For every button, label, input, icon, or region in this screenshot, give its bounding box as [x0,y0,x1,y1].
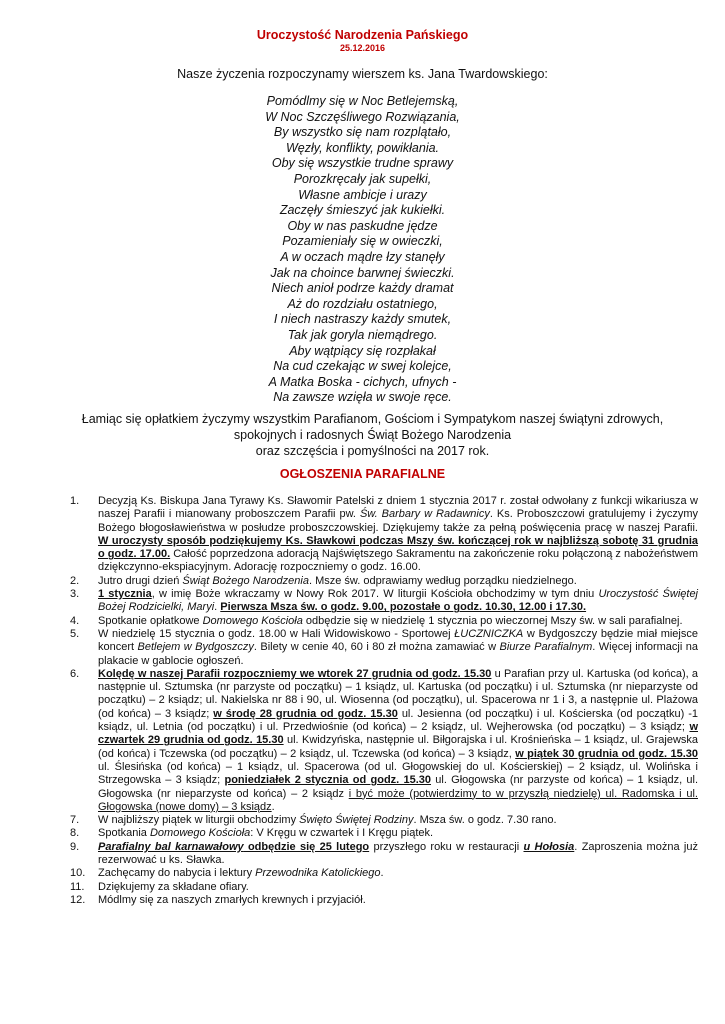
announcement-number: 5. [70,627,80,640]
wishes-paragraph [60,411,685,459]
announcement-text: w piątek 30 grudnia od godz. 15.30 [515,747,698,760]
announcement-text: Decyzją Ks. Biskupa Jana Tyrawy Ks. Sławomir Patelski z dniem 1 stycznia 2017 r. został odwołany z funkcji wikariusza w naszej Parafii i mianowany proboszczem Parafii pw. [98,495,698,521]
announcement-text: Spotkania [98,827,150,840]
poem-line: Aby wątpiący się rozpłakał [289,343,436,358]
announcement-text: . [214,601,221,614]
announcement-text: ul. Jesienna (od początku) i ul. Kościerska (od początku) -1 ksiądz, ul. Letnia (od początku) i ul. Przedwiośnie (od końca) – 2 ksiądz, ul. Wejherowska (od początku) – 3 ksiądz; [98,707,699,734]
announcement-text: Betlejem w Bydgoszczy [137,641,254,654]
announcement-text: w Bydgoszczy będzie miał miejsce koncert [98,627,698,654]
announcement-text: u Parafian przy ul. Kartuska (od końca), a następnie ul. Sztumska (nr parzyste od początku) – 1 ksiądz, ul. Kartuska (od początku) i ul. Sztumska (nr nieparzyste od początku) – 2 ksiądz; ul. Nakielska nr 88 i 90, ul. Wiosenna (od początku), ul. Spacerowa nr 1 i 3, a następnie ul. Plażowa (od końca) – 3 ksiądz; [98,667,699,720]
announcement-text: Zachęcamy do nabycia i lektury [98,867,256,880]
announcement-text: przyszłego roku w restauracji [369,840,524,853]
announcement-text: odbędzie się w niedzielę 1 stycznia po wieczornej Mszy św. w sali parafialnej. [302,614,683,627]
announcement-text: Parafialny bal karnawałowy [98,840,244,853]
announcement-item [0,867,725,880]
announcement-text: . [271,800,275,813]
announcement-number: 10. [70,867,86,880]
announcement-text: Spotkanie opłatkowe [98,614,203,627]
announcement-text: Módlmy się za naszych zmarłych krewnych i przyjaciół. [98,893,366,906]
poem-line: Jak na choince barwnej świeczki. [270,265,455,280]
announcement-text: : V Kręgu w czwartek i I Kręgu piątek. [250,827,434,840]
announcement-text: ŁUCZNICZKA [454,627,524,640]
poem-line: Na zawsze wzięła w swoje ręce. [273,390,452,405]
announcement-text: Kolędę w naszej Parafii rozpoczniemy we wtorek 27 grudnia od godz. 15.30 [98,667,492,680]
announcement-text: w czwartek 29 grudnia od godz. 15.30 [98,721,698,747]
poem-line: Porozkręcały jak supełki, [293,171,432,186]
announcement-item [0,575,725,588]
poem-line: By wszystko się nam rozplątało, [273,125,452,140]
wishes-line: oraz szczęścia i pomyślności na 2017 rok. [255,444,490,458]
announcement-number: 6. [70,667,80,680]
announcement-number: 12. [70,893,86,906]
announcement-text: Dziękujemy za składane ofiary. [98,880,249,893]
announcement-text: . Bilety w cenie 40, 60 i 80 zł można zamawiać w [253,641,500,654]
announcement-number: 4. [70,614,80,627]
announcement-item [0,588,725,615]
announcement-item [0,894,725,907]
announcement-text: ul. Głogowska (nr parzyste od końca) – 1 ksiądz, ul. Głogowska (nr nieparzyste od końca) – 2 ksiądz [98,774,698,800]
announcement-text: Biurze Parafialnym [499,641,593,654]
poem-line: A w oczach mądre łzy stanęły [280,249,445,264]
announcement-text: W uroczysty sposób podziękujemy Ks. Sławkowi podczas Mszy św. kończącej rok w najbliższą sobotę 31 grudnia o godz. 17.00. [98,534,698,561]
wishes-line: spokojnych i radosnych Świąt Bożego Narodzenia [233,428,512,442]
announcement-number: 2. [70,574,80,587]
announcement-text: Święto Świętej Rodziny [299,814,414,827]
announcement-text: W niedzielę 15 stycznia o godz. 18.00 w Hali Widowiskowo - Sportowej [98,627,455,640]
intro-text: Nasze życzenia rozpoczynamy wierszem ks. Jana Twardowskiego: [177,67,548,81]
announcement-item [0,495,725,575]
announcement-text: . Ks. Proboszczowi gratulujemy i życzymy Bożego błogosławieństwa w posłudze proboszczowskiej. Dziękujemy także za pełną poświęcenia pracę w naszej Parafii. [98,508,698,534]
poem-line: Na cud czekając w swej kolejce, [273,359,452,374]
poem [0,94,725,406]
poem-line: Aż do rozdziału ostatniego, [287,296,438,311]
announcement-item [0,668,725,814]
announcement-text: Jutro drugi dzień [98,574,183,587]
announcement-text: i być może (potwierdzimy to w przyszłą niedzielę) ul. Radomska i ul. Głogowska (nowe domy) – 3 ksiądz [98,787,698,813]
announcements-list [0,495,725,907]
announcement-text: w środę 28 grudnia od godz. 15.30 [213,707,398,720]
announcement-text: odbędzie się 25 lutego [243,840,370,853]
announcement-text: poniedziałek 2 stycznia od godz. 15.30 [224,774,432,787]
poem-line: Tak jak goryla niemądrego. [287,327,438,342]
poem-line: Zaczęły śmieszyć jak kukiełki. [279,203,446,218]
page-title: Uroczystość Narodzenia Pańskiego [256,28,469,42]
poem-line: I niech nastraszy każdy smutek, [273,312,452,327]
announcement-text: ul. Ślesińska (od końca) – 1 ksiądz, ul. Spacerowa (od ul. Głogowskiej do ul. Kościerskiej) – 2 ksiądz, ul. Wolińska i Strzegowska – 3 ksiądz; [98,760,698,787]
announcement-text: W najbliższy piątek w liturgii obchodzimy [98,814,300,827]
poem-line: Niech anioł podrze każdy dramat [271,281,454,296]
poem-line: Węzły, konflikty, powikłania. [285,140,440,155]
poem-line: Własne ambicje i urazy [298,187,427,202]
announcement-text: . Msza św. o godz. 7.30 rano. [413,814,557,827]
poem-line: Pozamieniały się w owieczki, [282,234,443,249]
date: 25.12.2016 [339,43,386,53]
announcement-number: 11. [70,880,85,893]
announcement-number: 9. [70,840,80,853]
announcement-text: Świąt Bożego Narodzenia [182,574,309,587]
announcement-text: Św. Barbary w Radawnicy [359,508,490,521]
poem-line: Pomódlmy się w Noc Betlejemską, [266,94,459,108]
announcement-text: . Msze św. odprawiamy według porządku niedzielnego. [308,574,577,587]
announcement-text: 1 stycznia [98,588,152,601]
announcement-item [0,615,725,628]
announcement-text: Domowego Kościoła [202,614,303,627]
poem-line: Oby w nas paskudne jędze [287,218,438,233]
announcement-text: u Hołosia [523,840,575,853]
announcement-text: Pierwsza Msza św. o godz. 9.00, pozostałe o godz. 10.30, 12.00 i 17.30. [220,601,587,614]
announcement-text: . Więcej informacji na plakacie w gablocie ogłoszeń. [98,641,698,667]
wishes-line: Łamiąc się opłatkiem życzymy wszystkim Parafianom, Gościom i Sympatykom naszej świątyni zdrowych, [81,412,664,426]
announcement-item [0,827,725,840]
announcement-text: . [380,867,384,880]
announcement-text: . Zaproszenia można już rezerwować u ks. Sławka. [98,840,698,867]
announcement-number: 1. [70,495,80,507]
announcement-text: Domowego Kościoła [149,827,251,840]
poem-line: A Matka Boska - cichych, ufnych - [268,374,457,389]
announcements-heading: OGŁOSZENIA PARAFIALNE [279,467,446,481]
announcement-number: 8. [70,827,80,840]
announcement-item [0,628,725,668]
announcement-number: 7. [70,814,80,827]
announcement-text: Przewodnika Katolickiego [255,867,381,880]
announcement-text: Całość poprzedzona adoracją Najświętszego Sakramentu na zakończenie roku połączoną z nabożeństwem dziękczynno-ekspiacyjnym. Adorację rozpoczniemy o godz. 16.00. [98,548,698,574]
announcement-text: , w imię Boże wkraczamy w Nowy Rok 2017. W liturgii Kościoła obchodzimy w tym dniu [151,588,599,601]
poem-line: Oby się wszystkie trudne sprawy [271,156,454,171]
poem-line: W Noc Szczęśliwego Rozwiązania, [265,109,460,124]
announcement-item [0,814,725,827]
announcement-number: 3. [70,588,80,601]
announcement-item [0,841,725,868]
announcement-text: ul. Kwidzyńska, następnie ul. Biłgorajska i ul. Krośnieńska – 1 ksiądz, ul. Grajewska (od końca) i Tczewska (od początku) – 2 ksiądz, ul. Tczewska (od końca) – 3 ksiądz, [98,734,699,760]
announcement-item [0,881,725,894]
announcement-text: Uroczystość Świętej Bożej Rodzicielki, Maryi [98,588,699,614]
